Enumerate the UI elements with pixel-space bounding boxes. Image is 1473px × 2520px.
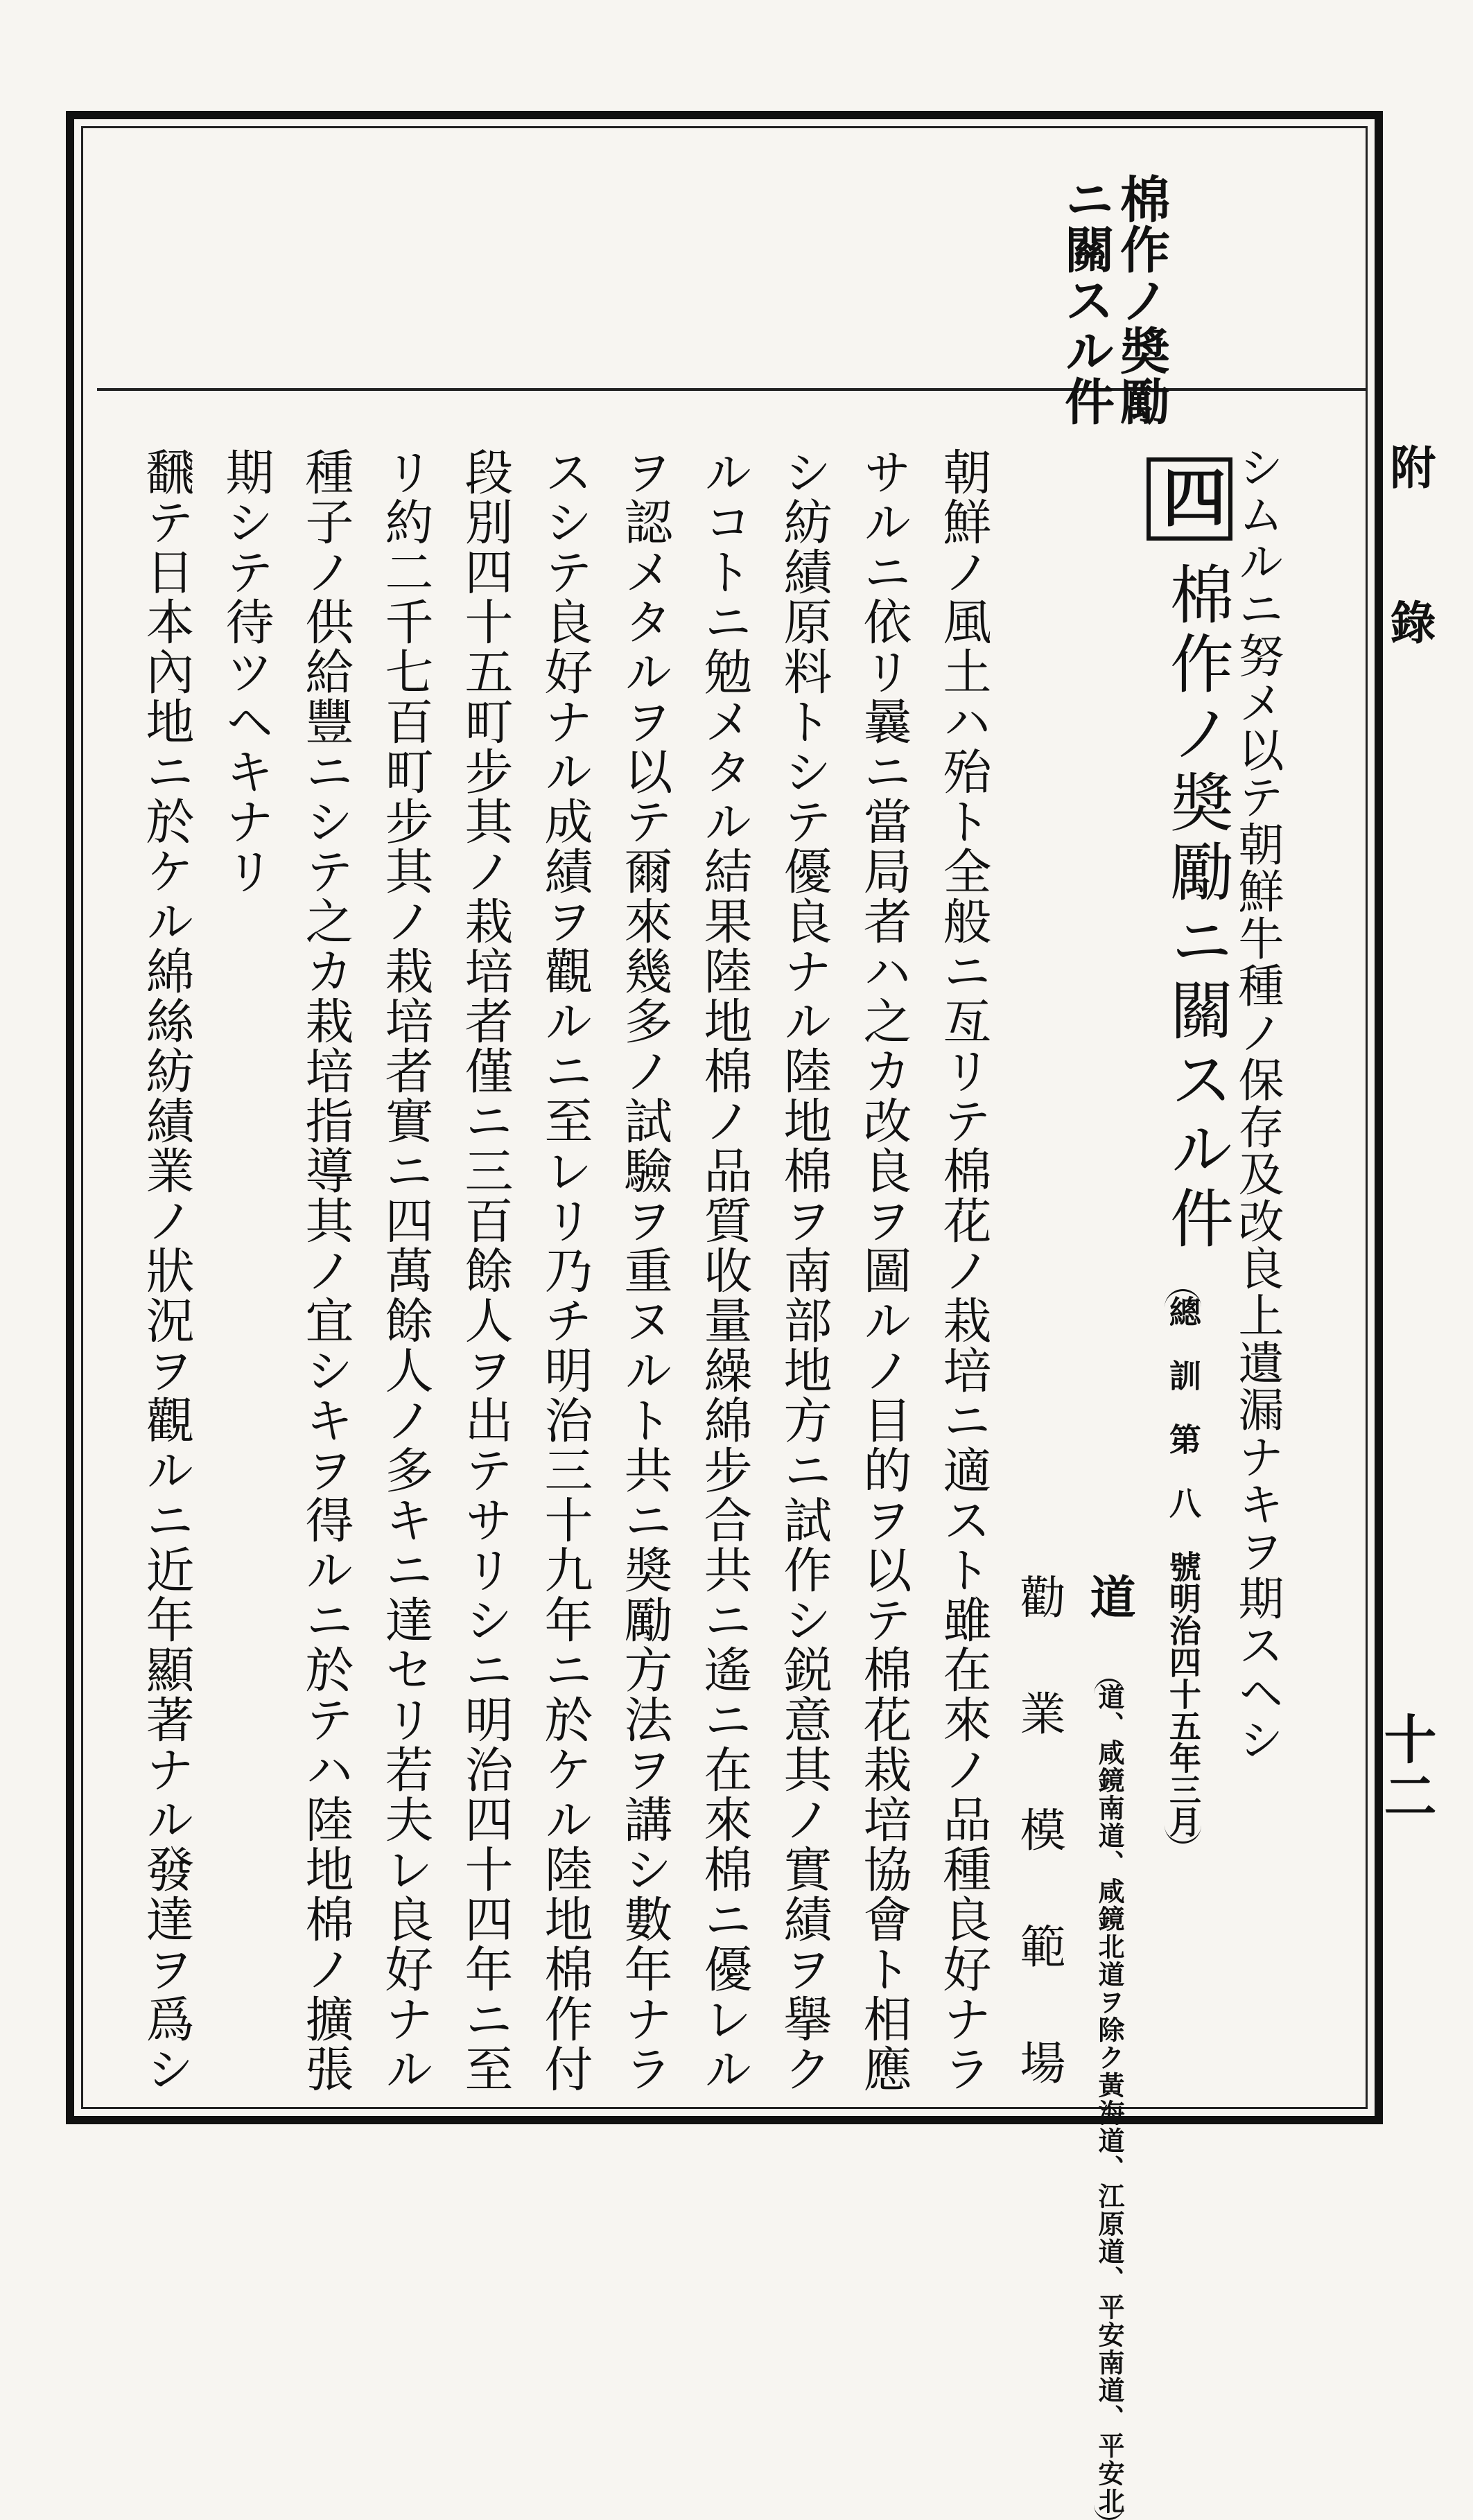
running-title-line-2: ニ關スル件 [1056, 173, 1115, 426]
prev-text-line-a: シムルニ努メ以テ朝鮮牛種ノ保存及改良上遺漏ナキヲ期スヘシ [1230, 444, 1284, 1763]
page-number: 十二 [1375, 1712, 1437, 1826]
prev-text-line-c: 勸 業 模 範 場 [1012, 1573, 1065, 2097]
body-line-8: リ約二千七百町步其ノ栽培者實ニ四萬餘人ノ多キニ達セリ若夫レ良好ナル [377, 447, 434, 2094]
body-line-10: 期シテ待ツヘキナリ [218, 447, 274, 896]
date-note [1165, 1289, 1201, 1844]
section-title: 棉作ノ奬勵ニ關スル件 [1160, 561, 1234, 1254]
body-line-11: 飜テ日本內地ニ於ケル綿絲紡績業ノ狀況ヲ觀ルニ近年顯著ナル發達ヲ爲シ [138, 447, 195, 2094]
note-line-1: 黃海道、江原道、平安南道、平安北 [1094, 2072, 1125, 2515]
body-line-4: ルコトニ勉メタル結果陸地棉ノ品質收量繰綿步合共ニ遙ニ在來棉ニ優レル [696, 447, 753, 2094]
prev-text-line-b [1082, 1573, 1136, 2520]
body-line-7: 段別四十五町步其ノ栽培者僅ニ三百餘人ヲ出テサリシニ明治四十四年ニ至 [457, 447, 514, 2094]
section-heading [1152, 457, 1227, 541]
note-line-2: 道、咸鏡南道、咸鏡北道ヲ除ク [1094, 1683, 1125, 2072]
header-rule [97, 388, 1366, 391]
body-line-1: 朝鮮ノ風土ハ殆ト全般ニ亙リテ棉花ノ栽培ニ適スト雖在來ノ品種良好ナラ [935, 447, 992, 2094]
body-line-5: ヲ認メタルヲ以テ爾來幾多ノ試驗ヲ重ヌルト共ニ奬勵方法ヲ講シ數年ナラ [616, 447, 673, 2094]
running-title-line-1: 棉作ノ奬勵 [1112, 173, 1171, 426]
date-note-line-2: 總 訓 第 八 號 [1164, 1295, 1202, 1582]
section-number: 四 [1147, 457, 1232, 541]
date-note-line-1: 明治四十五年三月 [1164, 1582, 1202, 1837]
section-label: 附 錄 [1382, 444, 1436, 672]
prev-text-line-b-note [1094, 1679, 1124, 2520]
body-line-2: サルニ依リ曩ニ當局者ハ之カ改良ヲ圖ルノ目的ヲ以テ棉花栽培協會ト相應 [855, 447, 912, 2094]
body-line-3: シ紡績原料トシテ優良ナル陸地棉ヲ南部地方ニ試作シ鋭意其ノ實績ヲ擧ク [776, 447, 833, 2094]
prev-text-line-b-prefix: 道 [1082, 1573, 1136, 1620]
body-line-6: スシテ良好ナル成績ヲ觀ルニ至レリ乃チ明治三十九年ニ於ケル陸地棉作付 [537, 447, 593, 2094]
body-line-9: 種子ノ供給豐ニシテ之カ栽培指導其ノ宜シキヲ得ルニ於テハ陸地棉ノ擴張 [297, 447, 354, 2094]
